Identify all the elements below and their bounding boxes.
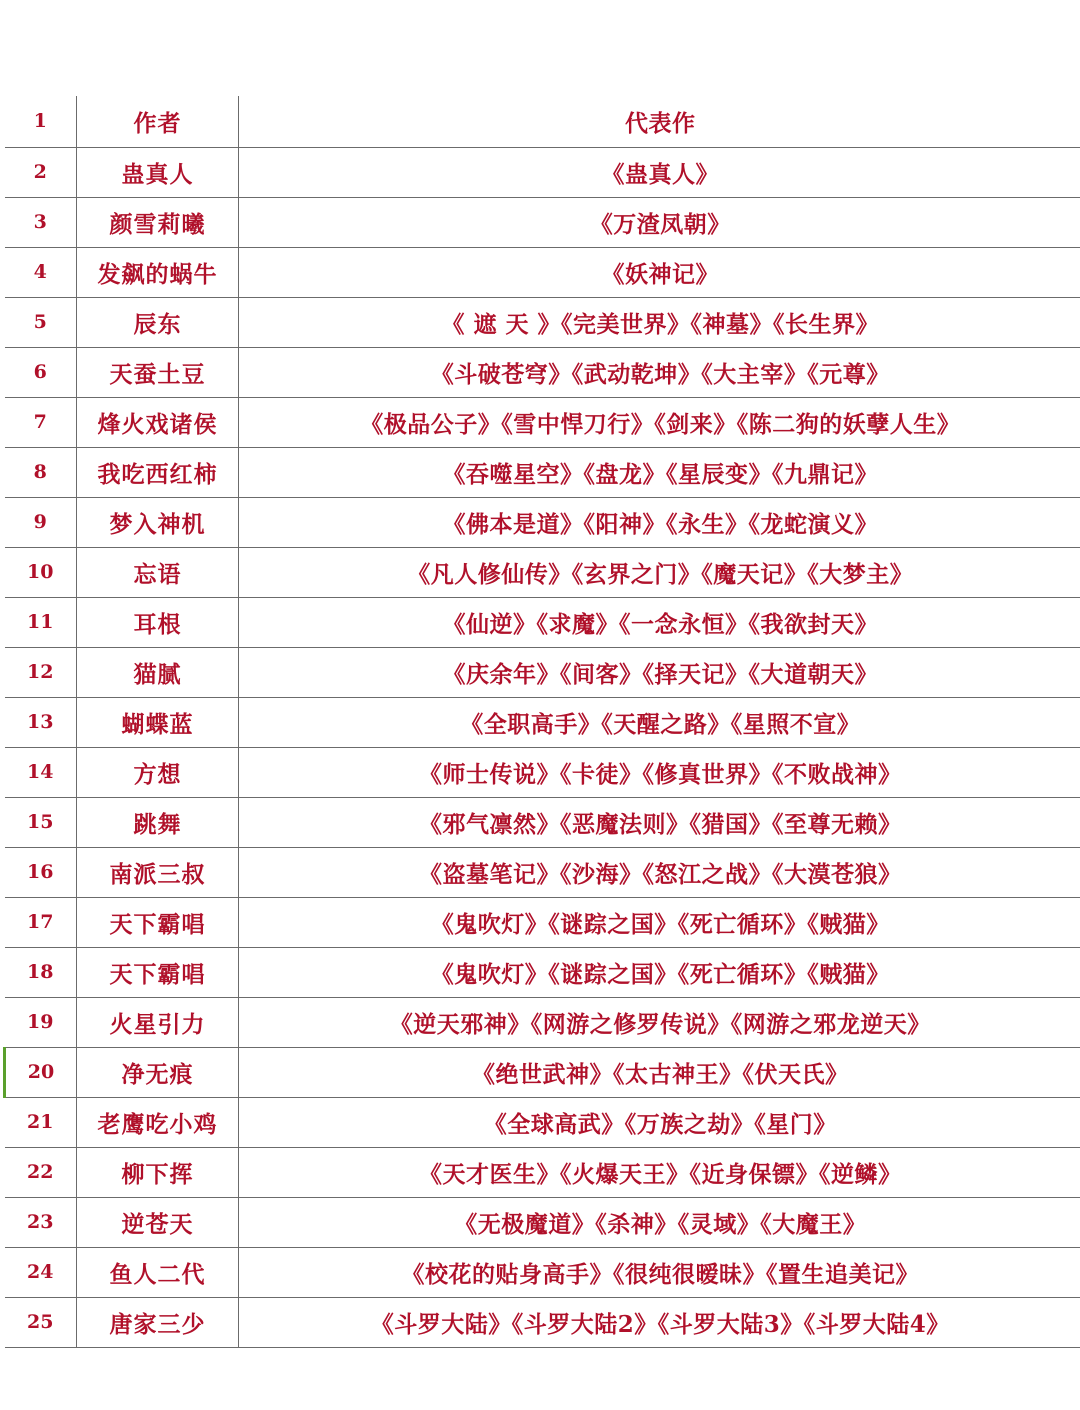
author-cell[interactable]: 猫腻	[77, 647, 239, 697]
table-row	[5, 697, 1080, 747]
works-cell[interactable]: 《庆余年》《间客》《择天记》《大道朝天》	[239, 647, 1080, 697]
author-cell[interactable]: 天下霸唱	[77, 897, 239, 947]
row-number[interactable]: 8	[5, 447, 77, 497]
works-cell[interactable]: 《绝世武神》《太古神王》《伏天氏》	[239, 1047, 1080, 1097]
row-number[interactable]: 14	[5, 747, 77, 797]
row-number[interactable]: 21	[5, 1097, 77, 1147]
author-cell[interactable]: 唐家三少	[77, 1297, 239, 1347]
works-cell[interactable]: 《斗破苍穹》《武动乾坤》《大主宰》《元尊》	[239, 347, 1080, 397]
works-cell[interactable]: 《妖神记》	[239, 247, 1080, 297]
table-row	[5, 797, 1080, 847]
works-cell[interactable]: 《鬼吹灯》《谜踪之国》《死亡循环》《贼猫》	[239, 947, 1080, 997]
table-row	[5, 297, 1080, 347]
works-cell[interactable]: 《凡人修仙传》《玄界之门》《魔天记》《大梦主》	[239, 547, 1080, 597]
row-number[interactable]: 9	[5, 497, 77, 547]
works-cell[interactable]: 《蛊真人》	[239, 147, 1080, 197]
table-row	[5, 1197, 1080, 1247]
row-number[interactable]: 13	[5, 697, 77, 747]
author-cell[interactable]: 方想	[77, 747, 239, 797]
row-number[interactable]: 3	[5, 197, 77, 247]
row-number[interactable]: 25	[5, 1297, 77, 1347]
works-cell[interactable]: 《盗墓笔记》《沙海》《怒江之战》《大漠苍狼》	[239, 847, 1080, 897]
row-number[interactable]: 22	[5, 1147, 77, 1197]
author-cell[interactable]: 烽火戏诸侯	[77, 397, 239, 447]
works-cell[interactable]: 《逆天邪神》《网游之修罗传说》《网游之邪龙逆天》	[239, 997, 1080, 1047]
author-cell[interactable]: 我吃西红柿	[77, 447, 239, 497]
row-number[interactable]: 11	[5, 597, 77, 647]
row-number[interactable]: 5	[5, 297, 77, 347]
table-row	[5, 997, 1080, 1047]
row-number[interactable]: 2	[5, 147, 77, 197]
row-number[interactable]: 4	[5, 247, 77, 297]
table-row	[5, 947, 1080, 997]
author-cell[interactable]: 净无痕	[77, 1047, 239, 1097]
table-row	[5, 247, 1080, 297]
table-row	[5, 447, 1080, 497]
table-row	[5, 1247, 1080, 1297]
author-cell[interactable]: 天下霸唱	[77, 947, 239, 997]
author-cell[interactable]: 耳根	[77, 597, 239, 647]
table-row	[5, 547, 1080, 597]
works-cell[interactable]: 《天才医生》《火爆天王》《近身保镖》《逆鳞》	[239, 1147, 1080, 1197]
works-cell[interactable]: 《极品公子》《雪中悍刀行》《剑来》《陈二狗的妖孽人生》	[239, 397, 1080, 447]
row-number[interactable]: 24	[5, 1247, 77, 1297]
works-cell[interactable]: 《吞噬星空》《盘龙》《星辰变》《九鼎记》	[239, 447, 1080, 497]
works-cell[interactable]: 《邪气凛然》《恶魔法则》《猎国》《至尊无赖》	[239, 797, 1080, 847]
table-row	[5, 647, 1080, 697]
author-cell[interactable]: 老鹰吃小鸡	[77, 1097, 239, 1147]
author-cell[interactable]: 逆苍天	[77, 1197, 239, 1247]
works-cell[interactable]: 《万渣凤朝》	[239, 197, 1080, 247]
author-cell[interactable]: 南派三叔	[77, 847, 239, 897]
table-row	[5, 197, 1080, 247]
row-number[interactable]: 18	[5, 947, 77, 997]
author-cell[interactable]: 蝴蝶蓝	[77, 697, 239, 747]
author-works-table	[3, 96, 1080, 1348]
works-cell[interactable]: 《鬼吹灯》《谜踪之国》《死亡循环》《贼猫》	[239, 897, 1080, 947]
table-row	[5, 1097, 1080, 1147]
table-body	[5, 96, 1080, 1347]
table-row	[5, 147, 1080, 197]
works-cell[interactable]: 《佛本是道》《阳神》《永生》《龙蛇演义》	[239, 497, 1080, 547]
row-number[interactable]: 15	[5, 797, 77, 847]
table-row	[5, 1147, 1080, 1197]
author-cell[interactable]: 跳舞	[77, 797, 239, 847]
works-cell[interactable]: 《师士传说》《卡徒》《修真世界》《不败战神》	[239, 747, 1080, 797]
author-cell[interactable]: 颜雪莉曦	[77, 197, 239, 247]
author-cell[interactable]: 天蚕土豆	[77, 347, 239, 397]
author-cell[interactable]: 鱼人二代	[77, 1247, 239, 1297]
header-row	[5, 96, 1080, 147]
row-number[interactable]: 17	[5, 897, 77, 947]
header-row-number[interactable]: 1	[5, 96, 77, 147]
author-cell[interactable]: 辰东	[77, 297, 239, 347]
row-number[interactable]: 19	[5, 997, 77, 1047]
row-number[interactable]: 20	[5, 1047, 77, 1097]
author-cell[interactable]: 忘语	[77, 547, 239, 597]
header-author[interactable]: 作者	[77, 96, 239, 147]
table-row	[5, 1297, 1080, 1347]
works-cell[interactable]: 《 遮 天 》《完美世界》《神墓》《长生界》	[239, 297, 1080, 347]
works-cell[interactable]: 《全球高武》《万族之劫》《星门》	[239, 1097, 1080, 1147]
table-row	[5, 897, 1080, 947]
row-number[interactable]: 7	[5, 397, 77, 447]
table-row	[5, 597, 1080, 647]
author-cell[interactable]: 梦入神机	[77, 497, 239, 547]
works-cell[interactable]: 《无极魔道》《杀神》《灵域》《大魔王》	[239, 1197, 1080, 1247]
works-cell[interactable]: 《仙逆》《求魔》《一念永恒》《我欲封天》	[239, 597, 1080, 647]
header-works[interactable]: 代表作	[239, 96, 1080, 147]
author-cell[interactable]: 火星引力	[77, 997, 239, 1047]
row-number[interactable]: 6	[5, 347, 77, 397]
author-cell[interactable]: 蛊真人	[77, 147, 239, 197]
author-cell[interactable]: 发飙的蜗牛	[77, 247, 239, 297]
works-cell[interactable]: 《斗罗大陆》《斗罗大陆2》《斗罗大陆3》《斗罗大陆4》	[239, 1297, 1080, 1347]
table-row	[5, 497, 1080, 547]
row-number[interactable]: 16	[5, 847, 77, 897]
table-row	[5, 397, 1080, 447]
table-row	[5, 1047, 1080, 1097]
table-row	[5, 347, 1080, 397]
works-cell[interactable]: 《校花的贴身高手》《很纯很暧昧》《置生追美记》	[239, 1247, 1080, 1297]
row-number[interactable]: 23	[5, 1197, 77, 1247]
row-number[interactable]: 12	[5, 647, 77, 697]
author-cell[interactable]: 柳下挥	[77, 1147, 239, 1197]
works-cell[interactable]: 《全职高手》《天醒之路》《星照不宣》	[239, 697, 1080, 747]
table-row	[5, 847, 1080, 897]
row-number[interactable]: 10	[5, 547, 77, 597]
table-row	[5, 747, 1080, 797]
